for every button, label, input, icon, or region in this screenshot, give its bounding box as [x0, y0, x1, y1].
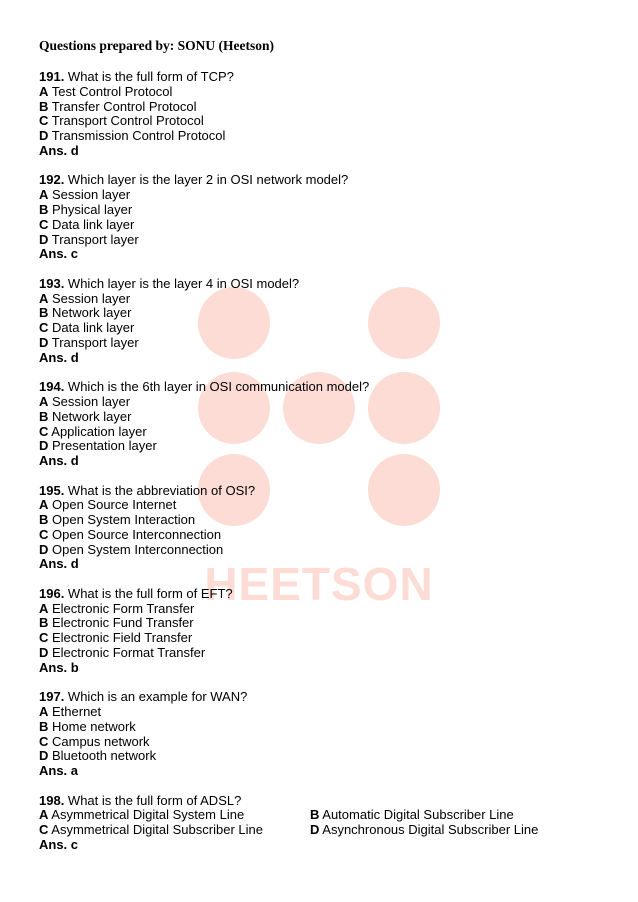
option-letter: B — [39, 98, 49, 114]
answer-line: Ans. d — [39, 453, 79, 469]
option-text: Automatic Digital Subscriber Line — [319, 807, 514, 823]
option-letter: C — [39, 113, 49, 129]
option-line — [39, 439, 599, 454]
option-letter: A — [39, 807, 49, 823]
option-text: Asymmetrical Digital Subscriber Line — [48, 822, 263, 838]
option-line — [39, 233, 599, 248]
question-text: What is the full form of TCP? — [64, 69, 234, 84]
option-letter: D — [39, 231, 49, 247]
option-letter: D — [39, 645, 49, 661]
option-line — [39, 425, 599, 440]
option-line — [39, 321, 599, 336]
watermark-wordmark: HEETSON — [204, 558, 434, 610]
option-line — [39, 705, 599, 720]
option — [39, 320, 134, 335]
option — [39, 734, 150, 749]
option-letter: A — [39, 497, 49, 513]
option — [39, 497, 176, 512]
option-letter: C — [39, 423, 49, 439]
option-letter: D — [39, 748, 49, 764]
option — [39, 113, 204, 128]
question-number: 193. — [39, 275, 65, 291]
option — [39, 542, 223, 557]
option — [39, 232, 139, 247]
question-block — [39, 484, 599, 573]
option-line — [39, 528, 599, 543]
option-line — [39, 410, 599, 425]
question-number: 195. — [39, 482, 65, 498]
option-line — [39, 646, 599, 661]
option-text: Electronic Form Transfer — [48, 600, 195, 616]
option-line — [39, 616, 599, 631]
option-letter: C — [39, 526, 49, 542]
option-column — [39, 808, 310, 823]
option-text: Transport Control Protocol — [48, 113, 204, 129]
option-text: Asymmetrical Digital System Line — [48, 807, 245, 823]
question-list — [39, 70, 599, 853]
option-letter: C — [39, 216, 49, 232]
option-line — [39, 513, 599, 528]
question-number: 197. — [39, 689, 65, 705]
option-text: Asynchronous Digital Subscriber Line — [319, 822, 539, 838]
question-block — [39, 587, 599, 676]
question-text: Which is an example for WAN? — [64, 689, 248, 705]
option-line — [39, 292, 599, 307]
option-letter: C — [39, 822, 49, 838]
option-letter: B — [39, 718, 49, 734]
question-line — [39, 794, 599, 809]
option-line — [39, 218, 599, 233]
option-text: Bluetooth network — [48, 748, 157, 764]
question-text: What is the abbreviation of OSI? — [64, 482, 256, 498]
document-page — [39, 36, 599, 867]
option — [39, 748, 156, 763]
option-text: Ethernet — [48, 704, 102, 720]
option — [39, 645, 205, 660]
option — [39, 807, 244, 822]
question-block — [39, 380, 599, 469]
option-text: Physical layer — [48, 201, 133, 217]
option — [310, 807, 514, 822]
option-letter: B — [39, 615, 49, 631]
option — [39, 719, 136, 734]
question-number: 196. — [39, 585, 65, 601]
option — [39, 394, 130, 409]
option — [39, 217, 134, 232]
option-text: Transport layer — [48, 231, 139, 247]
option-letter: D — [39, 334, 49, 350]
option-letter: C — [39, 320, 49, 336]
option — [39, 424, 147, 439]
option — [39, 305, 131, 320]
option-line — [39, 602, 599, 617]
option — [39, 438, 157, 453]
option — [39, 202, 132, 217]
option-text: Electronic Fund Transfer — [48, 615, 194, 631]
question-text: Which layer is the layer 2 in OSI network model? — [64, 172, 349, 188]
option-line — [39, 735, 599, 750]
option-line — [39, 203, 599, 218]
option-text: Presentation layer — [48, 438, 157, 454]
option-line — [39, 129, 599, 144]
option-text: Session layer — [48, 187, 131, 203]
option — [39, 291, 130, 306]
option-text: Session layer — [48, 290, 131, 306]
option-letter: A — [39, 704, 49, 720]
option-text: Transmission Control Protocol — [48, 128, 226, 144]
question-text: Which layer is the layer 4 in OSI model? — [64, 275, 300, 291]
option-row — [39, 808, 599, 823]
option-letter: D — [39, 438, 49, 454]
option-letter: C — [39, 733, 49, 749]
option-text: Open System Interconnection — [48, 541, 224, 557]
option-text: Transfer Control Protocol — [48, 98, 197, 114]
option-row — [39, 823, 599, 838]
question-number: 194. — [39, 379, 65, 395]
option — [39, 128, 225, 143]
option-letter: B — [39, 305, 49, 321]
option-text: Application layer — [48, 423, 147, 439]
option-letter: A — [39, 290, 49, 306]
option-column — [39, 823, 310, 838]
option-letter: A — [39, 187, 49, 203]
answer-line: Ans. b — [39, 659, 79, 675]
option-letter: B — [39, 408, 49, 424]
question-text: Which is the 6th layer in OSI communication model? — [64, 379, 370, 395]
question-number: 198. — [39, 792, 65, 808]
option — [39, 187, 130, 202]
option-text: Campus network — [48, 733, 150, 749]
option-text: Test Control Protocol — [48, 83, 173, 99]
answer-line: Ans. a — [39, 763, 79, 779]
option-text: Electronic Format Transfer — [48, 645, 206, 661]
question-block — [39, 277, 599, 366]
option — [39, 630, 192, 645]
option-text: Open Source Interconnection — [48, 526, 222, 542]
option-line — [39, 306, 599, 321]
option-text: Electronic Field Transfer — [48, 630, 193, 646]
option — [39, 99, 197, 114]
option — [39, 335, 139, 350]
question-line — [39, 173, 599, 188]
option-text: Open Source Internet — [48, 497, 177, 513]
question-line — [39, 277, 599, 292]
option — [310, 822, 538, 837]
option-text: Network layer — [48, 305, 132, 321]
question-text: What is the full form of EFT? — [64, 585, 233, 601]
option-column — [310, 808, 514, 823]
option-line — [39, 631, 599, 646]
question-block — [39, 794, 599, 853]
option-column — [310, 823, 538, 838]
option-letter: B — [39, 512, 49, 528]
question-number: 192. — [39, 172, 65, 188]
question-block — [39, 690, 599, 779]
option-text: Network layer — [48, 408, 132, 424]
question-line — [39, 484, 599, 499]
option-line — [39, 749, 599, 764]
option-text: Open System Interaction — [48, 512, 196, 528]
option — [39, 822, 263, 837]
answer-line: Ans. d — [39, 556, 79, 572]
option — [39, 704, 101, 719]
option — [39, 601, 194, 616]
option — [39, 512, 195, 527]
option-line — [39, 395, 599, 410]
question-line — [39, 70, 599, 85]
option-text: Home network — [48, 718, 136, 734]
question-block — [39, 70, 599, 159]
option — [39, 615, 194, 630]
question-line — [39, 380, 599, 395]
question-number: 191. — [39, 69, 65, 84]
option-line — [39, 114, 599, 129]
document-header: Questions prepared by: SONU (Heetson) — [39, 38, 275, 53]
option-letter: D — [39, 541, 49, 557]
question-line — [39, 690, 599, 705]
option — [39, 409, 131, 424]
option-line — [39, 336, 599, 351]
answer-line: Ans. c — [39, 837, 79, 853]
question-block — [39, 173, 599, 262]
option-letter: A — [39, 393, 49, 409]
option-line — [39, 100, 599, 115]
option-text: Session layer — [48, 393, 131, 409]
option-letter: B — [310, 807, 320, 823]
answer-line: Ans. c — [39, 246, 79, 262]
option-line — [39, 85, 599, 100]
option-line — [39, 543, 599, 558]
option-line — [39, 188, 599, 203]
question-text: What is the full form of ADSL? — [64, 792, 242, 808]
option-text: Data link layer — [48, 320, 135, 336]
answer-line: Ans. d — [39, 142, 79, 158]
option — [39, 84, 172, 99]
option-text: Data link layer — [48, 216, 135, 232]
option-letter: C — [39, 630, 49, 646]
option-text: Transport layer — [48, 334, 139, 350]
option-letter: D — [310, 822, 320, 838]
question-line — [39, 587, 599, 602]
option-letter: B — [39, 201, 49, 217]
option-line — [39, 498, 599, 513]
option-letter: A — [39, 83, 49, 99]
option-line — [39, 720, 599, 735]
option — [39, 527, 221, 542]
answer-line: Ans. d — [39, 349, 79, 365]
option-letter: D — [39, 128, 49, 144]
option-letter: A — [39, 600, 49, 616]
